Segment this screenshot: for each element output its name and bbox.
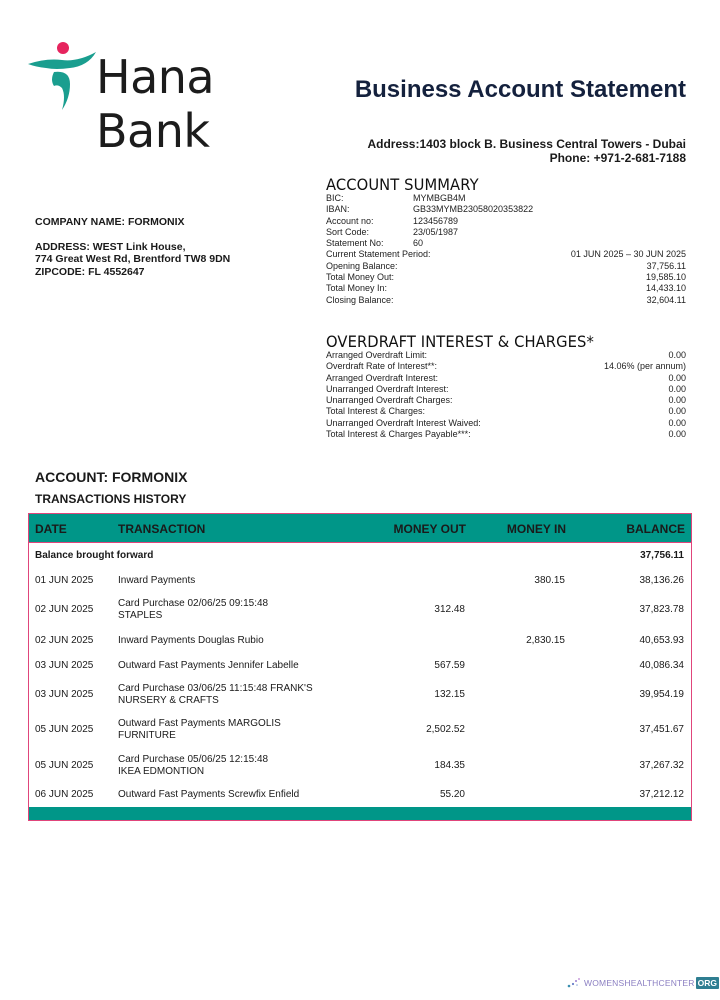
- field-label: BIC:: [326, 193, 344, 203]
- row-money-out: 55.20: [439, 789, 465, 800]
- address-line-1: ADDRESS: WEST Link House,: [35, 240, 186, 253]
- row-balance: 37,212.12: [639, 789, 684, 800]
- field-label: Closing Balance:: [326, 294, 394, 305]
- field-label: Total Interest & Charges Payable***:: [326, 429, 471, 440]
- summary-total: [326, 249, 686, 260]
- bank-address: Address:1403 block B. Business Central Towers - Dubai: [367, 137, 686, 151]
- watermark-text: WOMENSHEALTHCENTER: [584, 978, 695, 988]
- row-description: [118, 754, 268, 778]
- row-money-out: 132.15: [434, 689, 465, 700]
- field-label: Overdraft Rate of Interest**:: [326, 361, 438, 372]
- column-header-money-in: MONEY IN: [506, 522, 566, 536]
- row-description: [118, 718, 281, 742]
- field-value: 0.00: [668, 395, 686, 406]
- field-value: 0.00: [668, 417, 686, 428]
- field-value: 19,585.10: [645, 272, 686, 283]
- dots-icon: [567, 977, 581, 989]
- field-label: Total Interest & Charges:: [326, 406, 426, 417]
- summary-field: [326, 227, 686, 238]
- address-line-2: 774 Great West Rd, Brentford TW8 9DN: [35, 253, 231, 265]
- field-label: Sort Code:: [326, 226, 370, 237]
- row-date: 01 JUN 2025: [35, 575, 94, 586]
- column-header-date: DATE: [35, 522, 67, 536]
- field-label: Statement No:: [326, 238, 384, 249]
- overdraft-field: [326, 373, 686, 384]
- field-value: 37,756.11: [646, 260, 686, 271]
- overdraft-field: [326, 350, 686, 361]
- row-description-line1: Card Purchase 05/06/25 12:15:48: [118, 754, 269, 765]
- field-label: Current Statement Period:: [326, 249, 431, 260]
- account-summary-heading: ACCOUNT SUMMARY: [326, 175, 479, 194]
- overdraft-field: [326, 406, 686, 417]
- row-balance: 39,954.19: [639, 689, 684, 700]
- row-balance: 38,136.26: [639, 575, 684, 586]
- bank-name: Hana Bank: [96, 50, 215, 158]
- row-balance: 40,086.34: [639, 660, 684, 671]
- field-label: Opening Balance:: [326, 260, 398, 271]
- row-description-line2: NURSERY & CRAFTS: [118, 695, 219, 706]
- field-label: Unarranged Overdraft Interest Waived:: [326, 417, 481, 428]
- row-money-out: 2,502.52: [426, 724, 465, 735]
- row-date: 05 JUN 2025: [35, 760, 94, 771]
- document-title: Business Account Statement: [354, 76, 686, 103]
- transactions-table: [28, 513, 692, 821]
- company-name: COMPANY NAME: FORMONIX: [35, 216, 185, 228]
- summary-total: [326, 272, 686, 283]
- row-description-line2: STAPLES: [118, 610, 163, 621]
- customer-info: [35, 216, 230, 278]
- field-value: 14,433.10: [645, 283, 686, 294]
- field-value: 01 JUN 2025 – 30 JUN 2025: [570, 249, 686, 260]
- zipcode: ZIPCODE: FL 4552647: [35, 265, 145, 278]
- hana-logo-icon: [26, 40, 98, 112]
- row-description-line2: IKEA EDMONTION: [118, 766, 205, 777]
- overdraft-heading: OVERDRAFT INTEREST & CHARGES*: [326, 332, 594, 351]
- overdraft-field: [326, 384, 686, 395]
- summary-total: [326, 283, 686, 294]
- summary-total: [326, 261, 686, 272]
- row-money-out: 312.48: [434, 604, 465, 615]
- field-label: Unarranged Overdraft Interest:: [326, 383, 449, 394]
- overdraft-field: [326, 418, 686, 429]
- row-date: 05 JUN 2025: [35, 724, 94, 735]
- field-label: Unarranged Overdraft Charges:: [326, 395, 453, 406]
- row-money-in: 2,830.15: [526, 635, 565, 646]
- hana-bank-logo: [26, 40, 326, 158]
- transactions-history-heading: TRANSACTIONS HISTORY: [35, 492, 187, 506]
- row-date: 02 JUN 2025: [35, 604, 94, 615]
- row-date: 06 JUN 2025: [35, 789, 94, 800]
- row-date: 02 JUN 2025: [35, 635, 94, 646]
- overdraft-field: [326, 361, 686, 372]
- column-header-money-out: MONEY OUT: [393, 522, 466, 536]
- summary-field: [326, 216, 686, 227]
- row-money-out: 567.59: [434, 660, 465, 671]
- column-header-transaction: TRANSACTION: [118, 522, 206, 536]
- row-description: Inward Payments Douglas Rubio: [118, 635, 264, 646]
- row-date: 03 JUN 2025: [35, 689, 94, 700]
- field-value: MYMBGB4M: [413, 193, 466, 203]
- field-value: 32,604.11: [646, 294, 686, 305]
- row-balance: 37,451.67: [639, 724, 684, 735]
- field-label: Total Money Out:: [326, 272, 395, 283]
- row-description-line1: Outward Fast Payments MARGOLIS: [118, 718, 281, 729]
- row-description: Outward Fast Payments Screwfix Enfield: [118, 789, 300, 800]
- field-label: IBAN:: [326, 204, 350, 215]
- row-description-line1: Card Purchase 03/06/25 11:15:48 FRANK'S: [118, 683, 313, 694]
- table-header: [29, 514, 691, 543]
- bank-phone: Phone: +971-2-681-7188: [549, 151, 686, 165]
- summary-field: [326, 204, 686, 215]
- field-label: Total Money In:: [326, 283, 388, 294]
- watermark: [567, 976, 719, 990]
- row-balance: 37,267.32: [639, 760, 684, 771]
- row-balance: 40,653.93: [639, 635, 684, 646]
- overdraft-section: [326, 333, 686, 440]
- row-description: [118, 683, 313, 707]
- row-description: Inward Payments: [118, 575, 196, 586]
- account-heading: ACCOUNT: FORMONIX: [35, 469, 188, 485]
- summary-field: [326, 238, 686, 249]
- overdraft-field: [326, 429, 686, 440]
- field-value: 0.00: [668, 406, 686, 417]
- row-description-line1: Card Purchase 02/06/25 09:15:48: [118, 598, 269, 609]
- row-description: [118, 598, 268, 622]
- bank-contact: [367, 137, 686, 165]
- summary-field: [326, 193, 686, 204]
- field-value: 0.00: [668, 372, 686, 383]
- field-value: GB33MYMB23058020353822: [413, 204, 534, 215]
- row-money-in: 380.15: [534, 575, 565, 586]
- row-money-out: 184.35: [434, 760, 465, 771]
- column-header-balance: BALANCE: [626, 522, 685, 536]
- row-description: Outward Fast Payments Jennifer Labelle: [118, 660, 299, 671]
- row-date: 03 JUN 2025: [35, 660, 94, 671]
- field-value: 0.00: [668, 429, 686, 440]
- summary-total: [326, 295, 686, 306]
- field-value: 123456789: [413, 215, 459, 226]
- field-label: Arranged Overdraft Interest:: [326, 372, 439, 383]
- field-value: 23/05/1987: [413, 226, 459, 237]
- account-summary: [326, 176, 686, 306]
- field-value: 60: [413, 238, 424, 249]
- field-label: Account no:: [326, 215, 374, 226]
- table-footer-bar: [29, 807, 691, 820]
- overdraft-field: [326, 395, 686, 406]
- row-balance: 37,756.11: [640, 550, 684, 561]
- row-label: Balance brought forward: [35, 550, 154, 561]
- field-value: 0.00: [668, 350, 686, 360]
- row-balance: 37,823.78: [639, 604, 684, 615]
- row-description-line2: FURNITURE: [118, 730, 176, 741]
- field-value: 0.00: [668, 383, 686, 394]
- field-value: 14.06% (per annum): [603, 361, 686, 372]
- field-label: Arranged Overdraft Limit:: [326, 350, 428, 360]
- watermark-suffix: ORG: [697, 978, 718, 988]
